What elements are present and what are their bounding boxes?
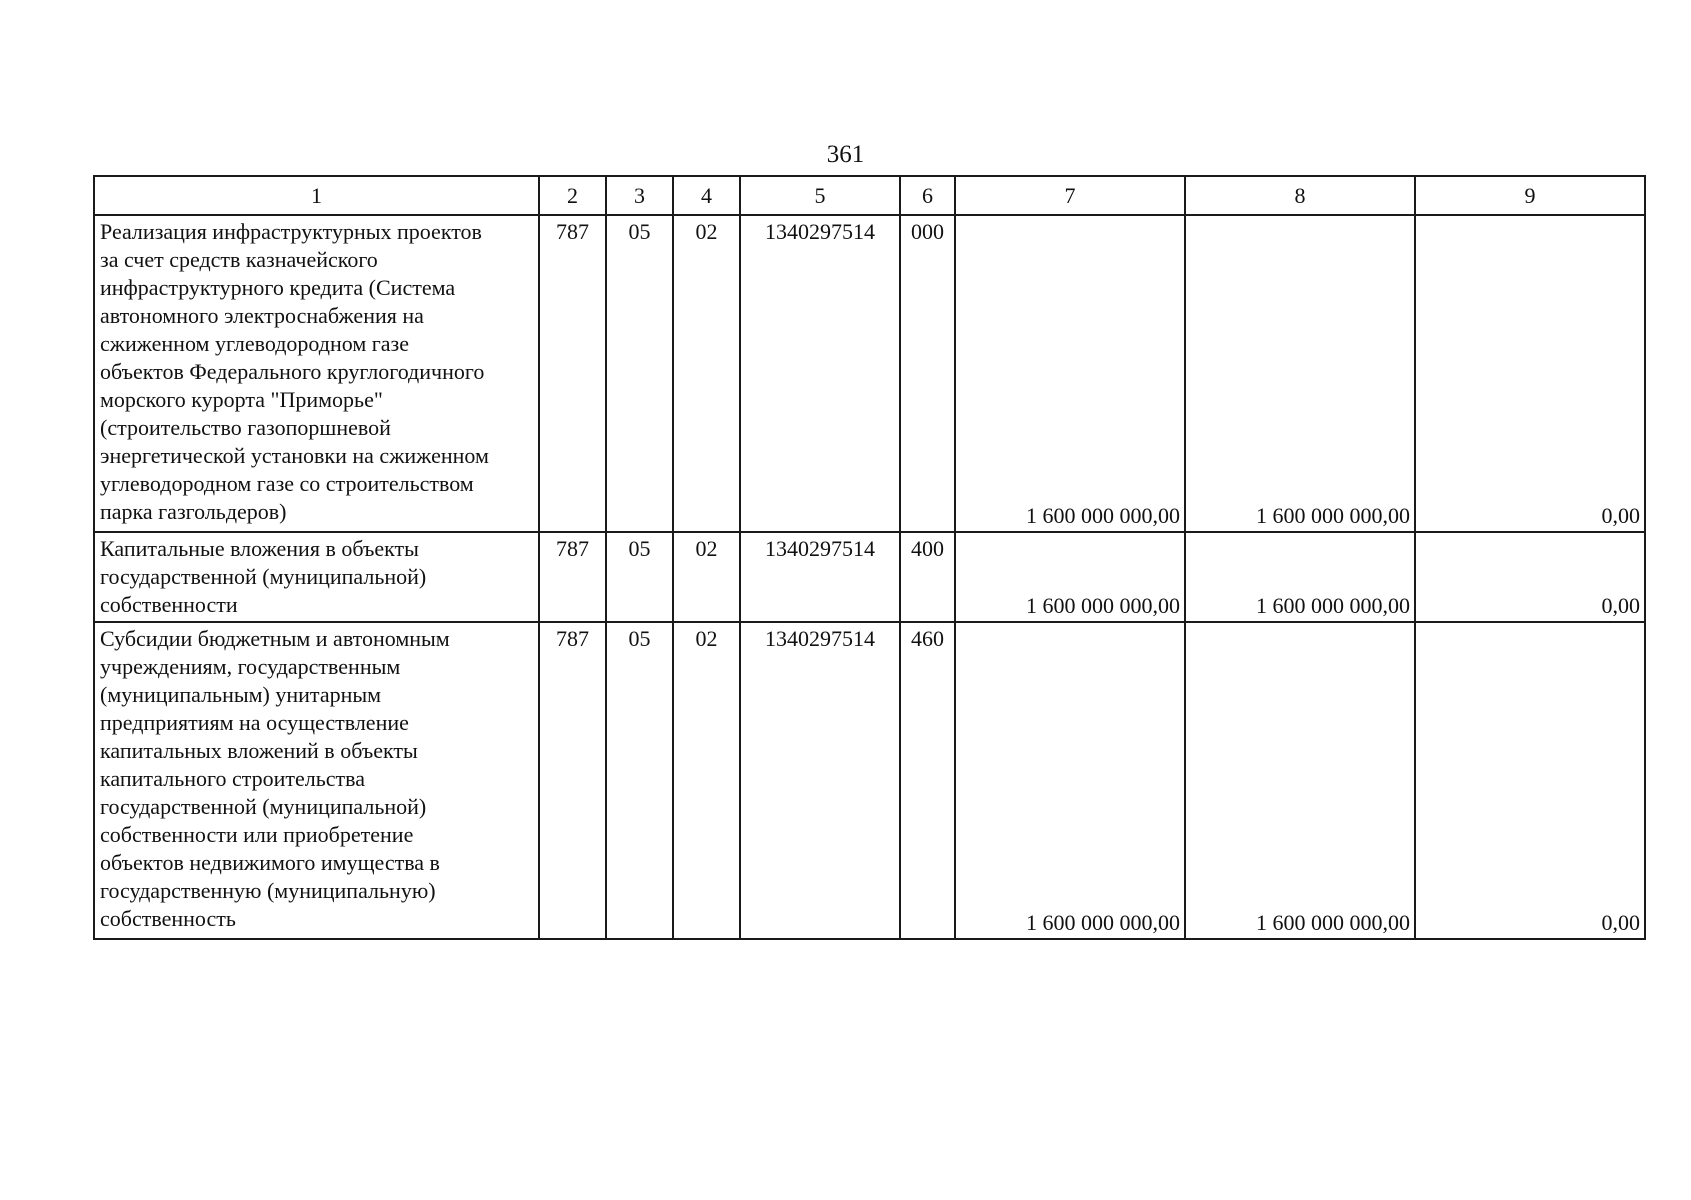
column-header: 6 — [900, 176, 955, 215]
subsection-code-cell: 02 — [673, 622, 740, 939]
column-header: 5 — [740, 176, 900, 215]
target-article-cell: 1340297514 — [740, 622, 900, 939]
section-code-cell: 05 — [606, 532, 673, 622]
ministry-code-cell: 787 — [539, 532, 606, 622]
amount-col9-cell: 0,00 — [1415, 622, 1645, 939]
row-name-cell: Субсидии бюджетным и автономным учреждениям, государственным (муниципальным) унитарным предприятиям на осуществление капитальных вложений в объекты капитального строительства государственной (муниципальной) собственности или приобретение объектов недвижимого имущества в государственную (муниципальную) собственность — [94, 622, 539, 939]
amount-col7-cell: 1 600 000 000,00 — [955, 622, 1185, 939]
expense-type-cell: 000 — [900, 215, 955, 532]
amount-col8-cell: 1 600 000 000,00 — [1185, 215, 1415, 532]
header-row — [94, 176, 1645, 215]
page-number: 361 — [826, 141, 865, 168]
amount-col9-cell: 0,00 — [1415, 215, 1645, 532]
table-row — [94, 215, 1645, 532]
column-header: 9 — [1415, 176, 1645, 215]
subsection-code-cell: 02 — [673, 532, 740, 622]
amount-col7-cell: 1 600 000 000,00 — [955, 532, 1185, 622]
amount-col8-cell: 1 600 000 000,00 — [1185, 622, 1415, 939]
target-article-cell: 1340297514 — [740, 215, 900, 532]
column-header: 1 — [94, 176, 539, 215]
amount-col7-cell: 1 600 000 000,00 — [955, 215, 1185, 532]
subsection-code-cell: 02 — [673, 215, 740, 532]
section-code-cell: 05 — [606, 622, 673, 939]
ministry-code-cell: 787 — [539, 215, 606, 532]
table-header — [94, 176, 1645, 215]
section-code-cell: 05 — [606, 215, 673, 532]
expense-type-cell: 460 — [900, 622, 955, 939]
column-header: 2 — [539, 176, 606, 215]
target-article-cell: 1340297514 — [740, 532, 900, 622]
column-header: 8 — [1185, 176, 1415, 215]
column-header: 3 — [606, 176, 673, 215]
table-row — [94, 532, 1645, 622]
amount-col9-cell: 0,00 — [1415, 532, 1645, 622]
expense-type-cell: 400 — [900, 532, 955, 622]
amount-col8-cell: 1 600 000 000,00 — [1185, 532, 1415, 622]
ministry-code-cell: 787 — [539, 622, 606, 939]
column-header: 4 — [673, 176, 740, 215]
row-name-cell: Реализация инфраструктурных проектов за счет средств казначейского инфраструктурного кредита (Система автономного электроснабжения на сжиженном углеводородном газе объектов Федерального круглогодичного морского курорта "Приморье" (строительство газопоршневой энергетической установки на сжиженном углеводородном газе со строительством парка газгольдеров) — [94, 215, 539, 532]
column-header: 7 — [955, 176, 1185, 215]
budget-table — [93, 175, 1646, 940]
row-name-cell: Капитальные вложения в объекты государственной (муниципальной) собственности — [94, 532, 539, 622]
table-row — [94, 622, 1645, 939]
table-body — [94, 215, 1645, 939]
